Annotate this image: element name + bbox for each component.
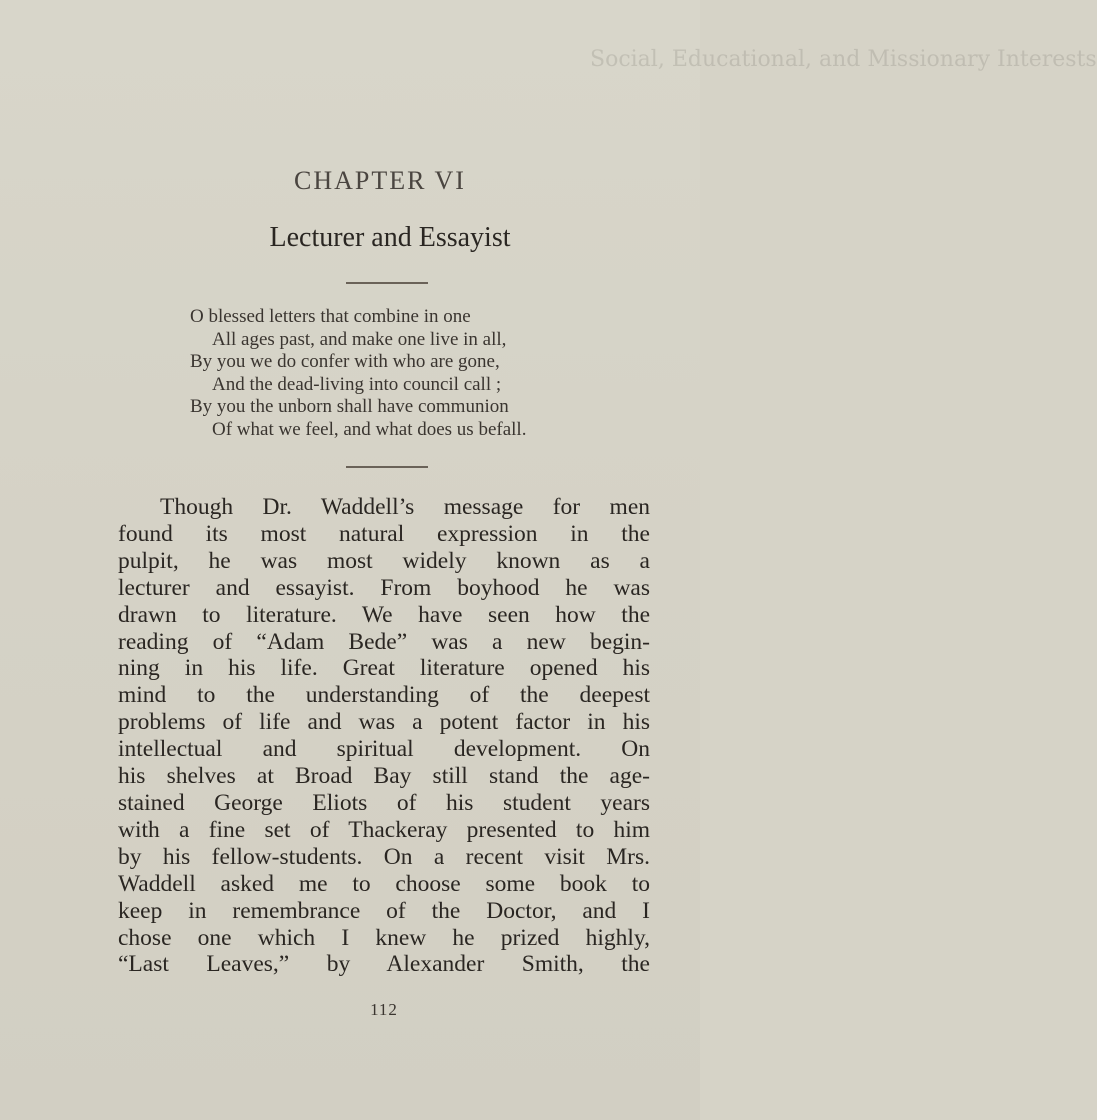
body-line: Waddell asked me to choose some book to xyxy=(118,870,650,897)
body-line: with a fine set of Thackeray presented to him xyxy=(118,816,650,843)
epigraph-line: And the dead-living into council call ; xyxy=(212,373,502,395)
bleed-through-text: Social, Educational, and Missionary Interests xyxy=(590,47,1097,72)
chapter-number: CHAPTER VI xyxy=(294,166,466,195)
body-line: pulpit, he was most widely known as a xyxy=(118,547,650,574)
epigraph-line: All ages past, and make one live in all, xyxy=(212,328,507,350)
body-line: mind to the understanding of the deepest xyxy=(118,682,650,709)
body-line: keep in remembrance of the Doctor, and I xyxy=(118,897,650,924)
epigraph xyxy=(190,306,630,442)
body-line: intellectual and spiritual development. On xyxy=(118,736,650,763)
body-line: stained George Eliots of his student years xyxy=(118,789,650,816)
divider-rule-bottom xyxy=(346,466,428,468)
epigraph-line: By you the unborn shall have communion xyxy=(190,396,509,418)
body-line: chose one which I knew he prized highly, xyxy=(118,924,650,951)
body-line: found its most natural expression in the xyxy=(118,520,650,547)
body-line: his shelves at Broad Bay still stand the age- xyxy=(118,763,650,790)
body-line: “Last Leaves,” by Alexander Smith, the xyxy=(118,951,650,978)
epigraph-line: By you we do confer with who are gone, xyxy=(190,351,500,373)
body-line: Though Dr. Waddell’s message for men xyxy=(160,494,650,520)
epigraph-line: O blessed letters that combine in one xyxy=(190,306,471,327)
body-line: drawn to literature. We have seen how the xyxy=(118,601,650,628)
epigraph-line: Of what we feel, and what does us befall. xyxy=(212,418,527,440)
body-line: ning in his life. Great literature opened his xyxy=(118,655,650,682)
body-paragraph xyxy=(118,494,650,978)
body-line: problems of life and was a potent factor in his xyxy=(118,709,650,736)
page-number: 112 xyxy=(370,1000,398,1019)
body-line: reading of “Adam Bede” was a new begin- xyxy=(118,628,650,655)
body-line: lecturer and essayist. From boyhood he was xyxy=(118,574,650,601)
body-line: by his fellow-students. On a recent visit Mrs. xyxy=(118,843,650,870)
chapter-title: Lecturer and Essayist xyxy=(269,222,511,253)
divider-rule-top xyxy=(346,282,428,284)
